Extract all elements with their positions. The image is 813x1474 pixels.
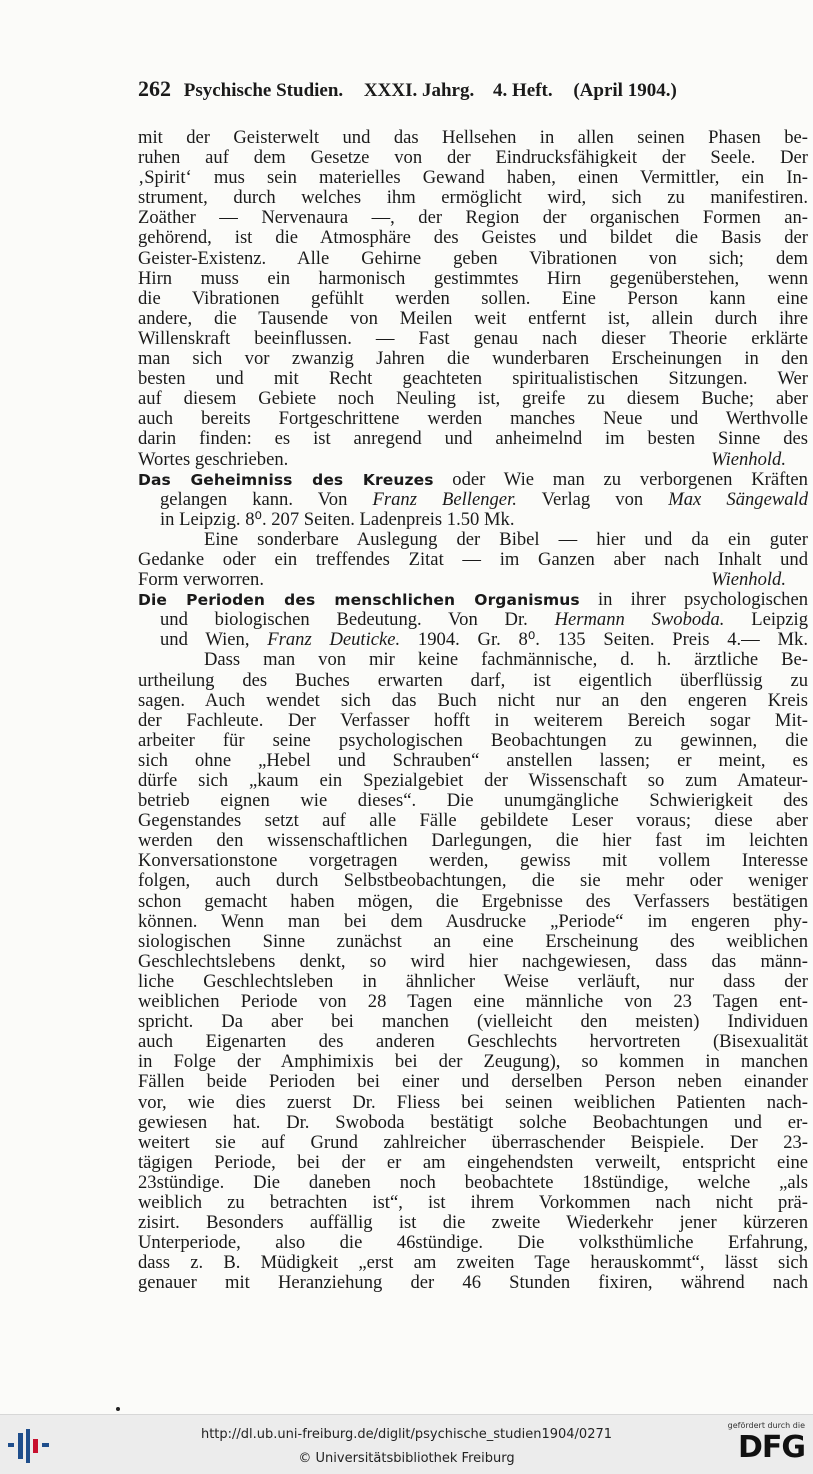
- text-line: dürfe sich „kaum ein Spezialgebiet der Wissenschaft so zum Amateur-: [138, 770, 808, 791]
- text-line: ‚Spirit‘ mus sein materielles Gewand haben, einen Vermittler, ein In-: [138, 167, 808, 189]
- text-line: [138, 610, 808, 630]
- text-line: die Vibrationen gefühlt werden sollen. Eine Person kann eine: [138, 287, 808, 309]
- text-line: genauer mit Heranziehung der 46 Stunden fixiren, während nach: [138, 1272, 808, 1294]
- body-text: [138, 128, 808, 1293]
- text-line: dass z. B. Müdigkeit „erst am zweiten Tage herauskommt“, lässt sich: [138, 1252, 808, 1274]
- text-line: in Folge der Amphimixis bei der Zeugung), so kommen in manchen: [138, 1051, 808, 1073]
- copyright-notice: © Universitätsbibliothek Freiburg: [298, 1451, 515, 1466]
- text-line: spricht. Da aber bei manchen (vielleicht den meisten) Individuen: [138, 1011, 808, 1033]
- text-line: urtheilung des Buches erwarten darf, ist eigentlich überflüssig zu: [138, 669, 808, 691]
- text-line: strument, durch welches ihm ermöglicht wird, sich zu manifestiren.: [138, 187, 808, 209]
- book-title: Das Geheimniss des Kreuzes: [138, 470, 434, 489]
- page-number: 262: [138, 76, 171, 101]
- text-span: Leipzig: [724, 609, 809, 631]
- text-line: man sich vor zwanzig Jahren die wunderbaren Erscheinungen in den: [138, 348, 808, 370]
- text-line: siologischen Sinne zunächst an eine Erscheinung des weiblichen: [138, 930, 808, 952]
- issue-date: (April 1904.): [573, 80, 677, 101]
- text-line: arbeiter für seine psychologischen Beobachtungen zu gewinnen, die: [138, 729, 808, 751]
- text-line: mit der Geisterwelt und das Hellsehen in allen seinen Phasen be-: [138, 127, 808, 148]
- text-line: Gedanke oder ein treffendes Zitat — im Ganzen aber nach Inhalt und: [138, 548, 808, 570]
- text-span: 1904. Gr. 8⁰. 135 Seiten. Preis 4.— Mk.: [400, 629, 808, 651]
- text-span: Verlag von: [516, 488, 669, 510]
- book-publisher: Franz Deuticke.: [267, 629, 401, 651]
- text-line: können. Wenn man bei dem Ausdrucke „Periode“ im engeren phy-: [138, 910, 808, 932]
- text-line: Geschlechtslebens denkt, so wird hier nachgewiesen, dass das männ-: [138, 950, 808, 972]
- text-line: darin finden: es ist anregend und anheimelnd im besten Sinne des: [138, 428, 808, 450]
- text-line: [138, 630, 808, 650]
- review-heading-line: [138, 590, 808, 610]
- text-line: Hirn muss ein harmonisch gestimmtes Hirn gegenüberstehen, wenn: [138, 267, 808, 289]
- viewer-footer: [0, 1414, 813, 1474]
- text-line: Eine sonderbare Auslegung der Bibel — hier und da ein guter: [204, 528, 808, 550]
- running-header: [138, 76, 806, 106]
- text-line: Unterperiode, also die 46stündige. Die volksthümliche Erfahrung,: [138, 1232, 808, 1254]
- text-line: weiblichen Periode von 28 Tagen eine männliche von 23 Tagen ent-: [138, 991, 808, 1013]
- volume: XXXI. Jahrg.: [363, 80, 475, 101]
- text-line: der Fachleute. Der Verfasser hofft in weiterem Bereich sogar Mit-: [138, 709, 808, 731]
- review-1: [138, 128, 808, 470]
- text-span: und Wien,: [160, 629, 268, 651]
- text-line: [138, 490, 808, 510]
- review-2: [138, 470, 808, 591]
- text-line: liche Geschlechtsleben in ähnlicher Weise verläuft, nur dass der: [138, 970, 808, 992]
- book-author: Hermann Swoboda.: [554, 609, 725, 631]
- text-line: [138, 570, 808, 590]
- text-line: werden den wissenschaftlichen Darlegungen, die hier fast im leichten: [138, 830, 808, 852]
- dfg-logo-icon[interactable]: [709, 1421, 805, 1469]
- text-line: sagen. Auch wendet sich das Buch nicht nur an den engeren Kreis: [138, 689, 808, 711]
- book-publisher: Max Sängewald: [668, 488, 809, 510]
- issue: 4. Heft.: [492, 80, 553, 101]
- text-line: Fällen beide Perioden bei einer und derselben Person neben einander: [138, 1071, 808, 1093]
- book-title: Die Perioden des menschlichen Organismus: [138, 591, 580, 610]
- text-line: Zoäther — Nervenaura —, der Region der organischen Formen an-: [138, 207, 808, 229]
- text-line: andere, die Tausende von Meilen weit entfernt ist, allein durch ihre: [138, 307, 808, 329]
- text-line: ruhen auf dem Gesetze von der Eindrucksfähigkeit der Seele. Der: [138, 147, 808, 169]
- permalink-url[interactable]: http://dl.ub.uni-freiburg.de/diglit/psychische_studien1904/0271: [200, 1427, 613, 1442]
- text-line: betrieb eignen wie dieses“. Die unumgängliche Schwierigkeit des: [138, 790, 808, 812]
- text-line: zisirt. Besonders auffällig ist die zweite Wiederkehr jener kürzeren: [138, 1212, 808, 1234]
- dfg-caption: gefördert durch die: [727, 1421, 805, 1430]
- text-line: Konversationstone vorgetragen werden, gewiss mit vollem Interesse: [138, 850, 808, 872]
- text-span: und biologischen Bedeutung. Von Dr.: [160, 609, 555, 631]
- text-line: 23stündige. Die daneben noch beobachtete 18stündige, welche „als: [138, 1171, 808, 1193]
- text-line: auch bereits Fortgeschrittene werden manches Neue und Werthvolle: [138, 408, 808, 430]
- text-line-end: Form verworren.: [138, 569, 264, 591]
- text-line: Dass man von mir keine fachmännische, d. h. ärztliche Be-: [204, 649, 808, 671]
- text-line: vor, wie dies zuerst Dr. Fliess bei seinen weiblichen Patienten nach-: [138, 1091, 808, 1113]
- review-heading-line: [138, 470, 808, 490]
- review-3: [138, 590, 808, 1293]
- text-line: besten und mit Recht geachteten spiritualistischen Sitzungen. Wer: [138, 368, 808, 390]
- book-subtitle: in ihrer psychologischen: [597, 589, 808, 611]
- text-line: [138, 450, 808, 470]
- reviewer-signature: Wienhold.: [711, 448, 786, 470]
- text-line: gewiesen hat. Dr. Swoboda bestätigt solche Beobachtungen und er-: [138, 1111, 808, 1133]
- text-line: auch Eigenarten des anderen Geschlechts hervortreten (Bisexualität: [138, 1031, 808, 1053]
- reviewer-signature: Wienhold.: [711, 569, 786, 591]
- text-line: Willenskraft beeinflussen. — Fast genau nach dieser Theorie erklärte: [138, 327, 808, 349]
- text-line: weiblich zu betrachten ist“, ist ihrem Vorkommen nach nicht prä-: [138, 1191, 808, 1213]
- text-line: in Leipzig. 8⁰. 207 Seiten. Ladenpreis 1.50 Mk.: [160, 508, 515, 530]
- text-line: auf diesem Gebiete noch Neuling ist, greife zu diesem Buche; aber: [138, 388, 808, 410]
- text-line: weitert sie auf Grund zahlreicher überraschender Beispiele. Der 23-: [138, 1131, 808, 1153]
- text-line: sich ohne „Hebel und Schrauben“ anstellen lassen; er meint, es: [138, 749, 808, 771]
- text-span: gelangen kann. Von: [160, 488, 373, 510]
- journal-title: Psychische Studien.: [183, 80, 344, 101]
- text-line: Geister-Existenz. Alle Gehirne geben Vibrationen von sich; dem: [138, 247, 808, 269]
- text-line: gehörend, ist die Atmosphäre des Geistes und bildet die Basis der: [138, 227, 808, 249]
- text-line: tägigen Periode, bei der er am eingehendsten verweilt, entspricht eine: [138, 1151, 808, 1173]
- dfg-wordmark: DFG: [737, 1430, 805, 1465]
- text-line: Gegenstandes setzt auf alle Fälle gebildete Leser voraus; diese aber: [138, 810, 808, 832]
- text-line-end: Wortes geschrieben.: [138, 448, 289, 470]
- book-subtitle: oder Wie man zu verborgenen Kräften: [452, 468, 808, 490]
- text-line: schon gemacht haben mögen, die Ergebnisse des Verfassers bestätigen: [138, 890, 808, 912]
- book-author: Franz Bellenger.: [372, 488, 517, 510]
- text-line: folgen, auch durch Selbstbeobachtungen, die sie mehr oder weniger: [138, 870, 808, 892]
- ink-dot: [116, 1407, 120, 1411]
